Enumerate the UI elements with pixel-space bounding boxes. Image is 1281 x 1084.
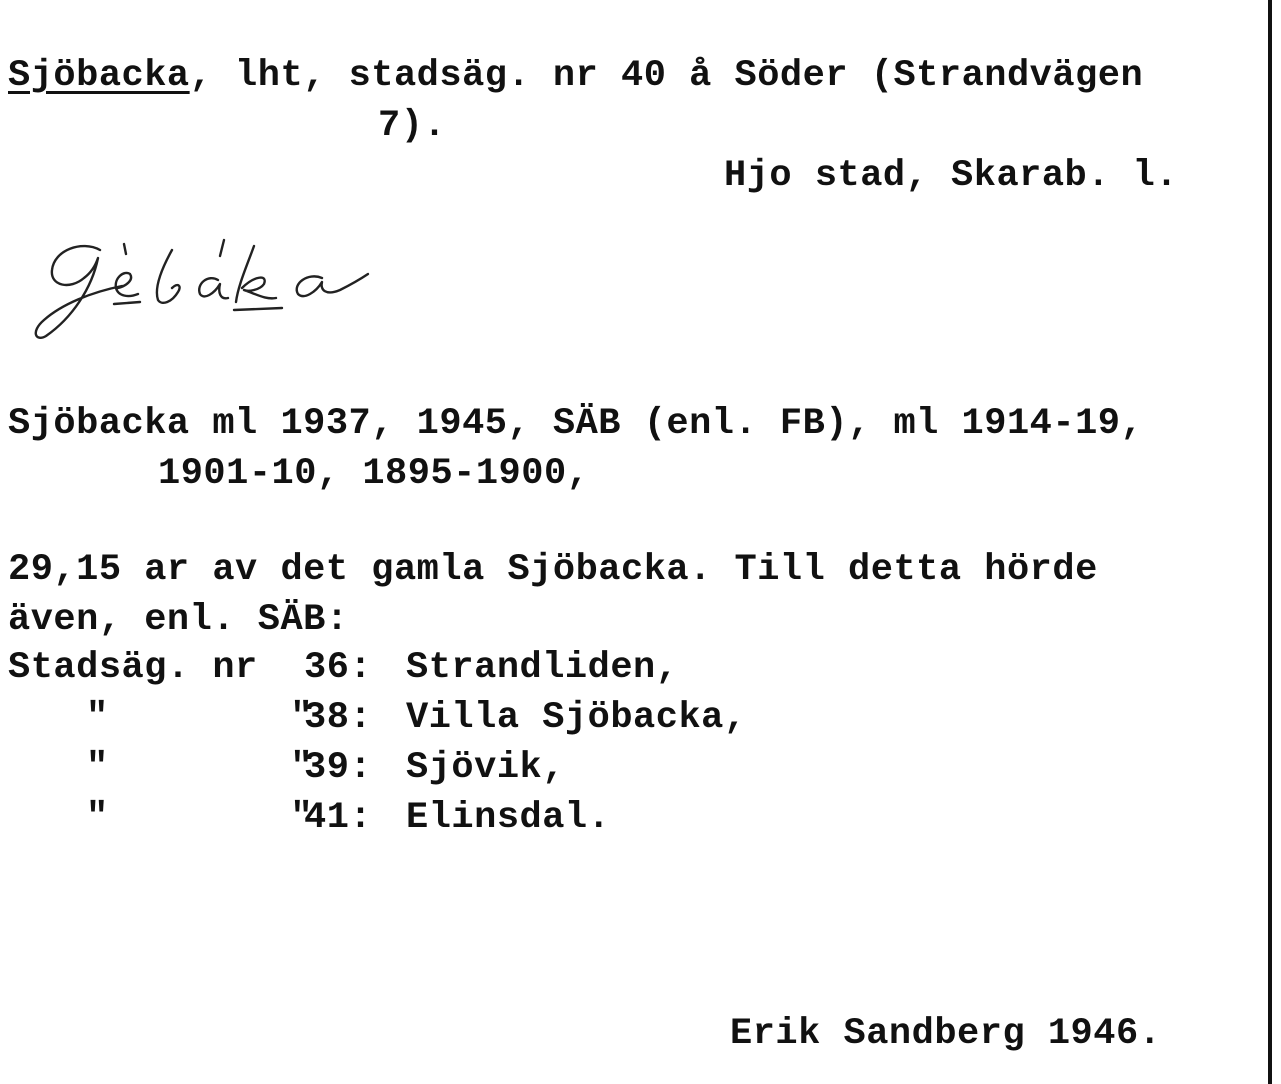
description-line-1: 29,15 ar av det gamla Sjöbacka. Till detta hörde bbox=[8, 549, 1098, 591]
place-name: Sjöbacka bbox=[8, 55, 190, 97]
plot-item-prefix: Stadsäg. nr bbox=[8, 647, 258, 689]
plot-item-name: Strandliden, bbox=[406, 647, 679, 689]
plot-item-number: 36: bbox=[304, 647, 373, 689]
card-right-edge bbox=[1268, 0, 1272, 1084]
header-line-1 bbox=[8, 54, 1143, 98]
plot-item-prefix: " " bbox=[86, 697, 314, 739]
plot-item-number: 39: bbox=[304, 747, 373, 789]
sources-line-2: 1901-10, 1895-1900, bbox=[158, 453, 590, 495]
signature: Erik Sandberg 1946. bbox=[730, 1013, 1162, 1055]
sources-line-1: Sjöbacka ml 1937, 1945, SÄB (enl. FB), ml 1914-19, bbox=[8, 403, 1144, 445]
plot-item-name: Villa Sjöbacka, bbox=[406, 697, 747, 739]
plot-item-number: 41: bbox=[304, 797, 373, 839]
plot-item-prefix: " " bbox=[86, 747, 314, 789]
plot-item-name: Sjövik, bbox=[406, 747, 565, 789]
handwritten-pronunciation bbox=[22, 228, 422, 348]
header-line-2: 7). bbox=[378, 105, 447, 147]
header-line-1-rest: , lht, stadsäg. nr 40 å Söder (Strandvägen bbox=[189, 55, 1144, 97]
description-line-2: även, enl. SÄB: bbox=[8, 599, 349, 641]
plot-item-name: Elinsdal. bbox=[406, 797, 611, 839]
plot-item-number: 38: bbox=[304, 697, 373, 739]
plot-item-prefix: " " bbox=[86, 797, 314, 839]
location-line: Hjo stad, Skarab. l. bbox=[724, 155, 1179, 197]
